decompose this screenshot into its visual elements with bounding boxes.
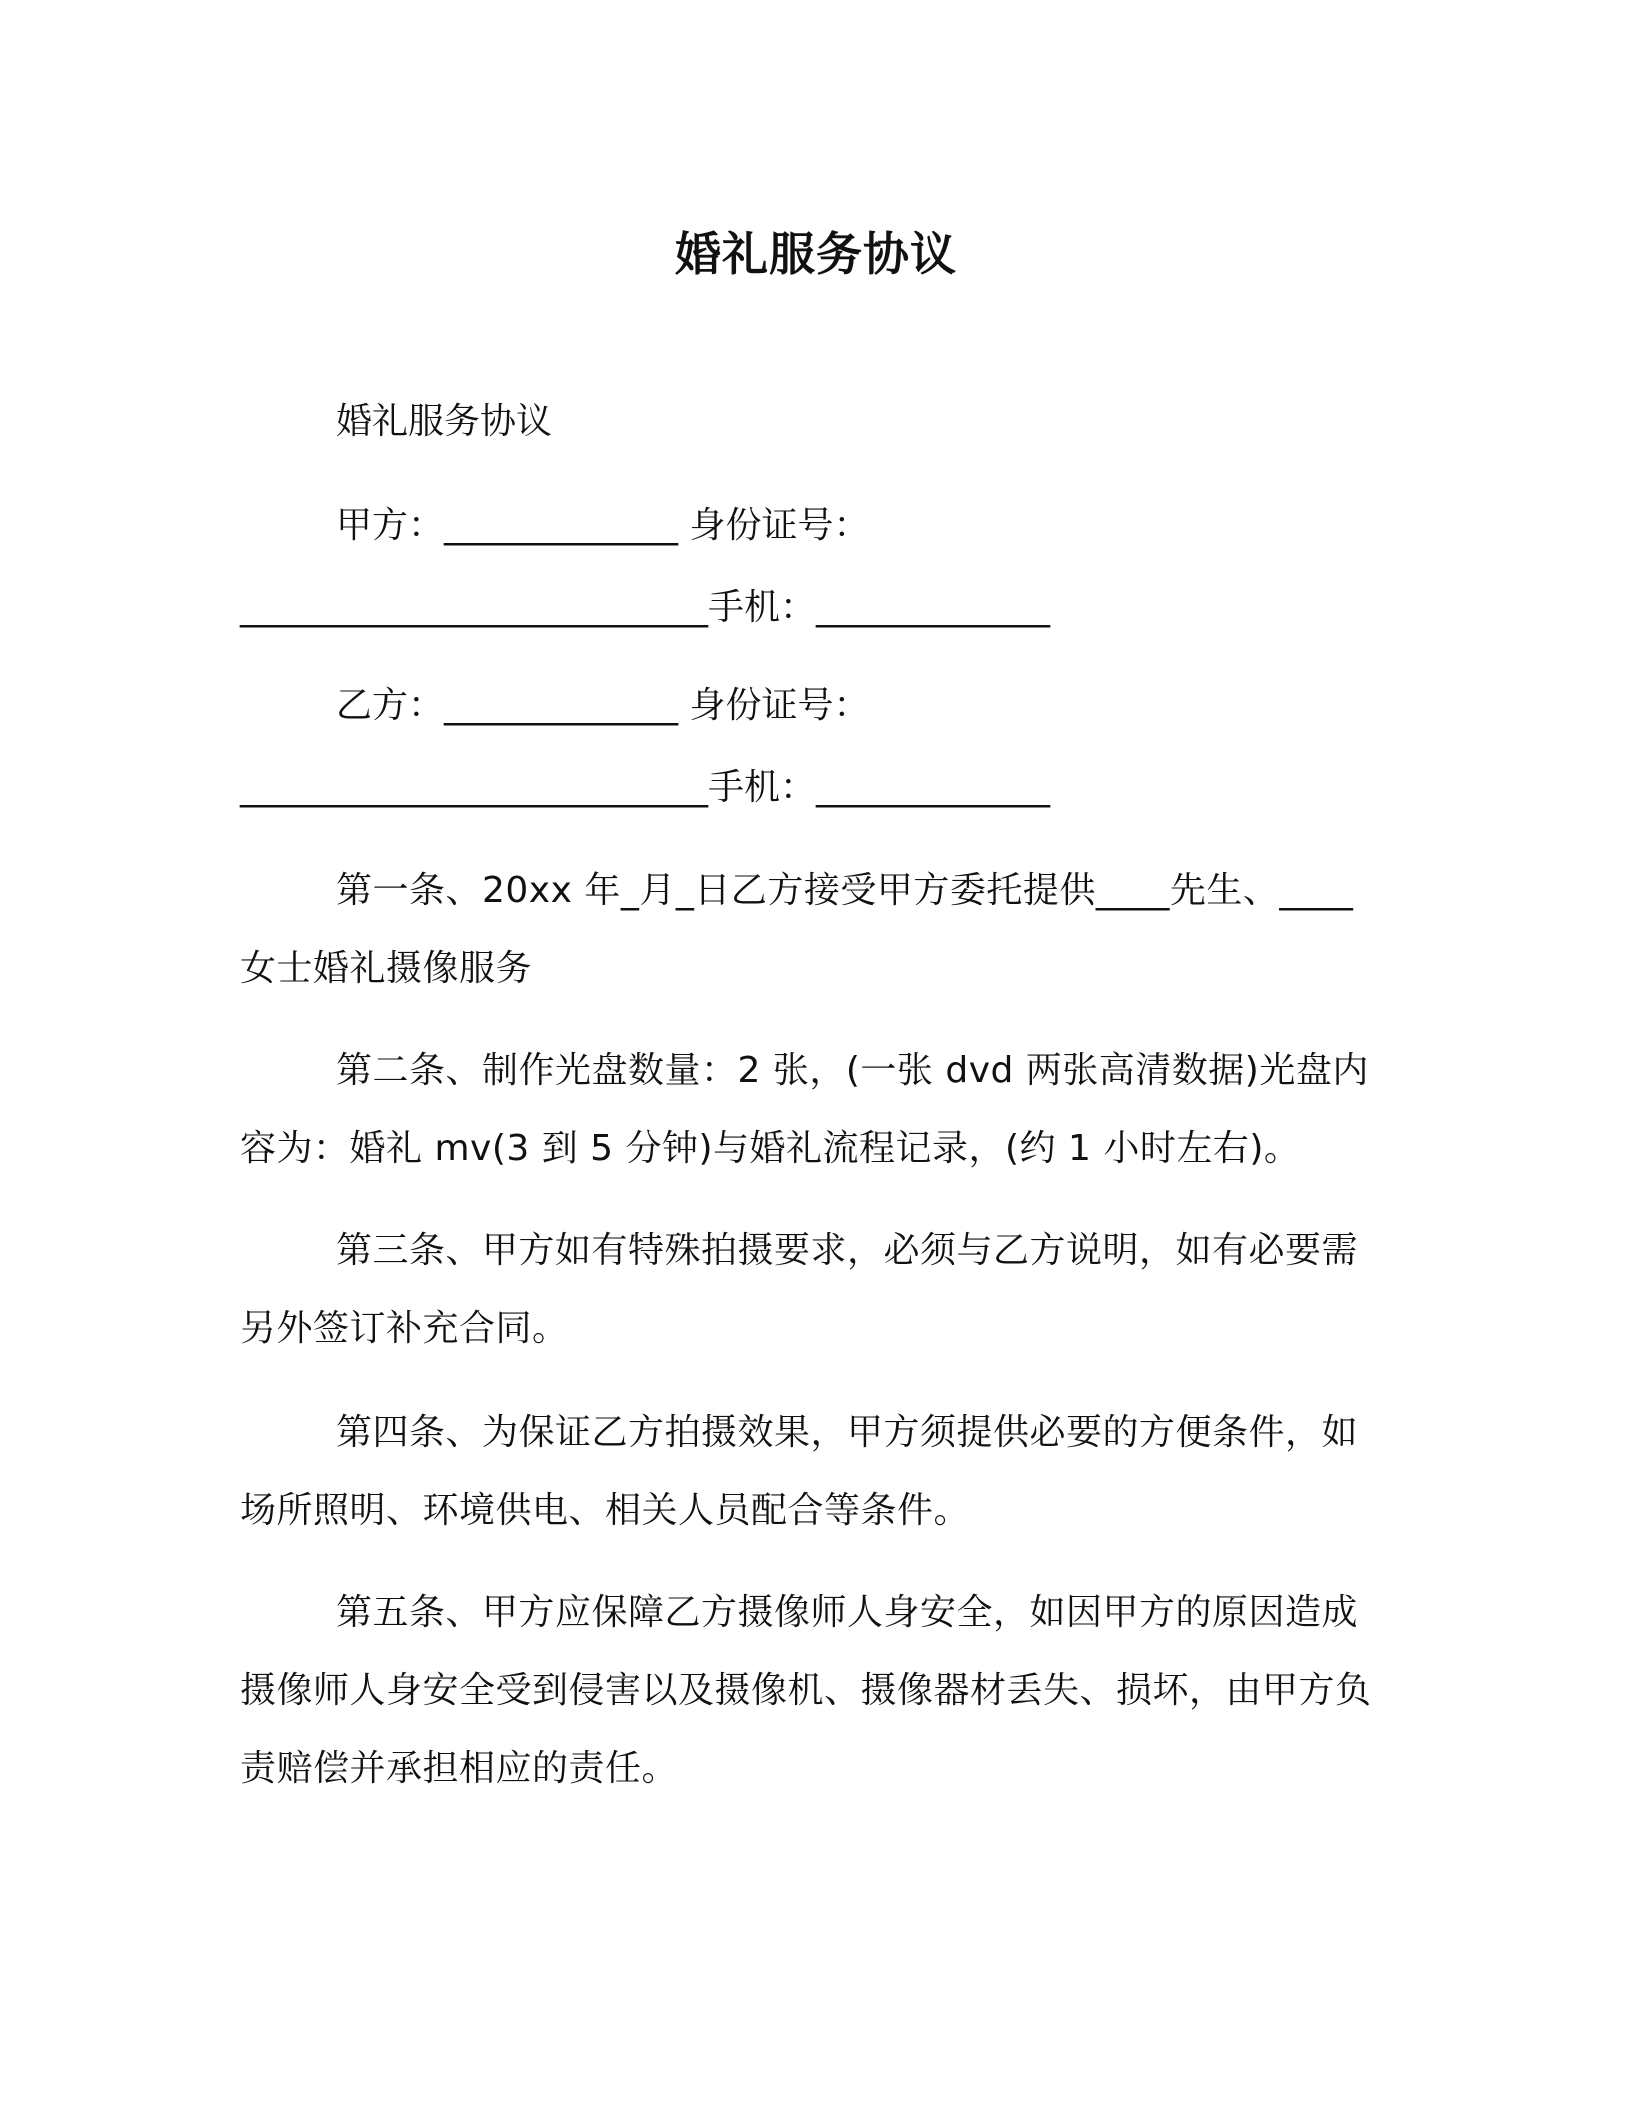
article-5 [240,1574,1380,1808]
article-1-text: 第一条、20xx 年_月_日乙方接受甲方委托提供____先生、____女士婚礼摄像服务 [240,870,1354,989]
article-3 [240,1212,1380,1368]
article-2-text: 第二条、制作光盘数量：2 张，(一张 dvd 两张高清数据)光盘内容为：婚礼 mv(3 到 5 分钟)与婚礼流程记录，(约 1 小时左右)。 [240,1050,1369,1169]
article-5-text: 第五条、甲方应保障乙方摄像师人身安全，如因甲方的原因造成摄像师人身安全受到侵害以及摄像机、摄像器材丢失、损坏，由甲方负责赔偿并承担相应的责任。 [240,1592,1372,1789]
document-subtitle: 婚礼服务协议 [336,401,553,442]
party-a-phone-line: __________________________手机：_____________ [240,587,1051,628]
document-title: 婚礼服务协议 [675,227,957,281]
article-3-text: 第三条、甲方如有特殊拍摄要求，必须与乙方说明，如有必要需另外签订补充合同。 [240,1230,1359,1349]
party-b-name-line: 乙方：_____________ 身份证号： [336,685,870,726]
party-a-name-line: 甲方：_____________ 身份证号： [336,505,870,546]
article-1 [240,852,1380,1008]
party-b-phone-line: __________________________手机：_____________ [240,767,1051,808]
article-2 [240,1032,1380,1188]
article-4 [240,1394,1380,1550]
article-4-text: 第四条、为保证乙方拍摄效果，甲方须提供必要的方便条件，如场所照明、环境供电、相关人员配合等条件。 [240,1412,1359,1531]
